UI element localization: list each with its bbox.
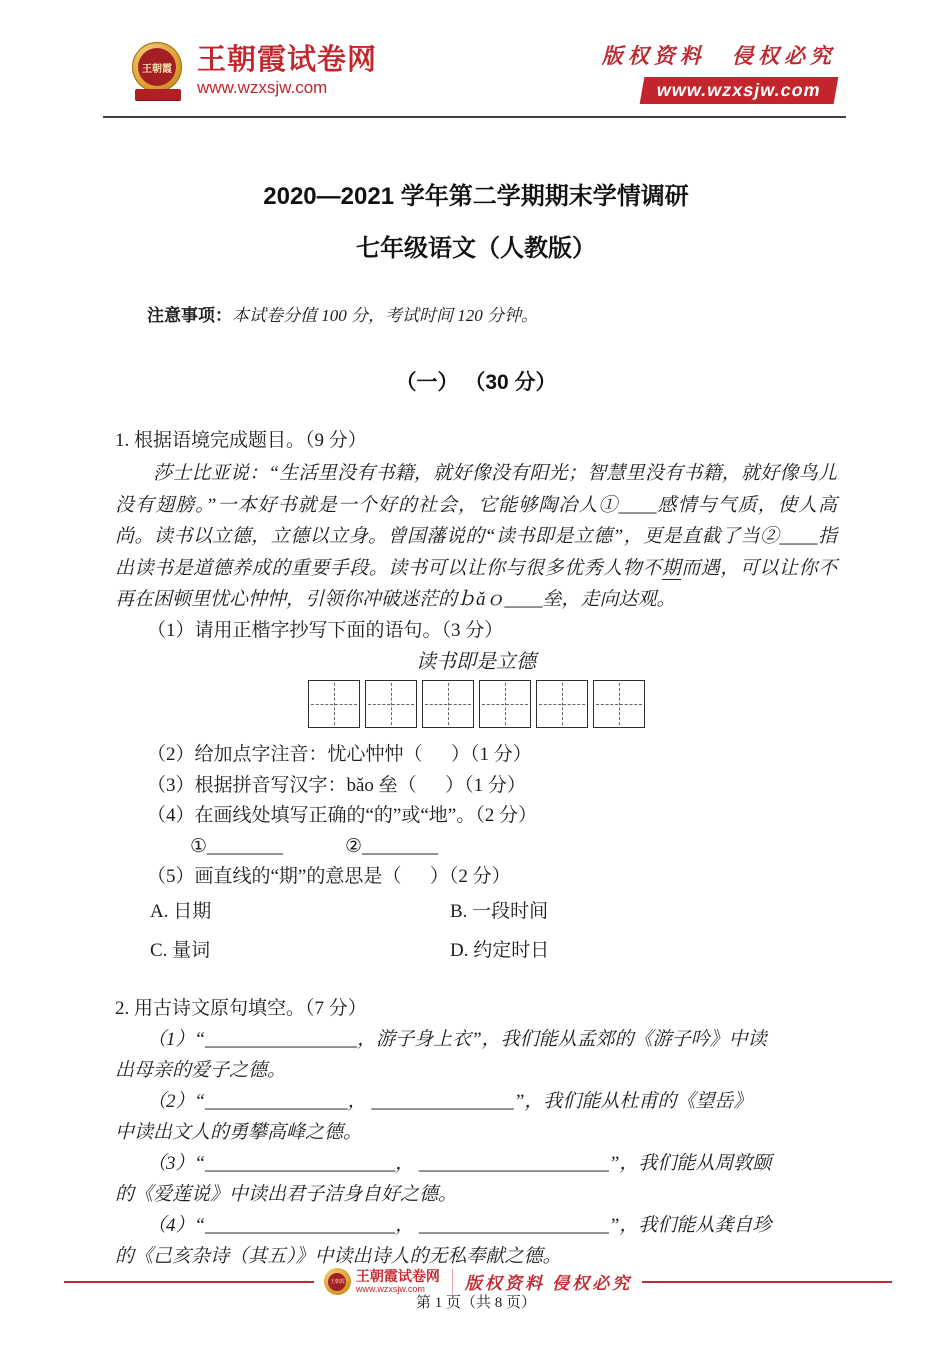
q2-item-4-line-2: 的《己亥杂诗（其五）》中读出诗人的无私奉献之德。: [115, 1245, 562, 1267]
footer-badge-text: 王朝霞: [329, 1279, 345, 1285]
passage-blank-1: ____: [618, 494, 657, 516]
q2-item-3-line-2: 的《爱莲说》中读出君子洁身自好之德。: [115, 1183, 458, 1205]
footer-brand: [356, 1269, 440, 1294]
brand-url: www.wzxsjw.com: [197, 77, 328, 97]
footer-rule-left: [64, 1281, 314, 1283]
badge-ribbon: [135, 89, 181, 100]
q1-sub5-options: [150, 897, 837, 966]
option-a: A. 日期: [150, 900, 212, 922]
option-b: B. 一段时间: [450, 900, 549, 922]
brand-text: [197, 45, 377, 96]
footer-badge-icon: [324, 1268, 351, 1295]
writing-grid: [115, 680, 837, 728]
exam-content: [115, 180, 837, 1314]
passage-part-1: 莎士比亚说：“生活里没有书籍，就好像没有阳光；智慧里没有书籍，就好像鸟儿没有翅膀。”一本好书就是一个好的社会，它能够陶冶人①: [115, 463, 837, 516]
page-footer: [64, 1268, 892, 1295]
q2-item-1-line-2: 出母亲的爱子之德。: [115, 1059, 287, 1081]
exam-notice: [115, 304, 837, 328]
footer-brand-name: 王朝霞试卷网: [355, 1268, 440, 1284]
exam-title: 2020—2021 学年第二学期期末学情调研: [263, 183, 689, 210]
writing-grid-cell: [536, 680, 588, 728]
writing-grid-cell: [365, 680, 417, 728]
passage-blank-3: ____: [504, 589, 543, 610]
badge-text: 王朝霞: [142, 63, 172, 75]
q2-item-3-line-1: （3）“____________________， ____________________”，我们能从周敦颐: [147, 1152, 772, 1174]
q1-sub4-answer-line: [115, 832, 837, 863]
passage-part-4: 而遇，可以让你不再在困顿里忧心忡忡，引领你冲破迷茫的ｂǎｏ: [115, 557, 837, 610]
url-banner: [640, 77, 838, 104]
footer-rule-right: [642, 1281, 892, 1283]
brand-badge-icon: [129, 42, 187, 100]
q2-item-1-line-1: （1）“________________，游子身上衣”，我们能从孟郊的《游子吟》中读: [147, 1028, 767, 1050]
q1-sub4-label: （4）在画线处填写正确的“的”或“地”。（2 分）: [147, 805, 537, 826]
q2-item-2-line-2: 中读出文人的勇攀高峰之德。: [115, 1121, 363, 1143]
page-header: [103, 0, 846, 118]
q1-sub4-blank-1: ①________: [190, 835, 284, 857]
writing-grid-cell: [308, 680, 360, 728]
footer-center: [324, 1268, 632, 1295]
footer-brand-url: www.wzxsjw.com: [355, 1284, 425, 1294]
question-1-passage: [115, 458, 837, 616]
q1-sub3-label: （3）根据拼音写汉字：bǎo 垒（ ）（1 分）: [147, 774, 526, 796]
copyright-block: [602, 40, 836, 104]
notice-label: 注意事项：: [147, 306, 232, 325]
underlined-word: 期: [661, 557, 682, 579]
q2-item-4-line-1: （4）“____________________， ____________________”，我们能从龚自珍: [147, 1214, 772, 1236]
q2-item-2-line-1: （2）“_______________， _______________”，我们能从杜甫的《望岳》: [147, 1090, 753, 1112]
option-c: C. 量词: [150, 939, 211, 961]
section-heading: （一） （30 分）: [395, 371, 557, 394]
q1-sub5-label: （5）画直线的“期”的意思是（ ）（2 分）: [147, 866, 511, 887]
q1-sub4-blank-2: ②________: [345, 835, 439, 857]
notice-text: 本试卷分值 100 分，考试时间 120 分钟。: [232, 306, 538, 325]
brand-logo: [129, 42, 377, 100]
copy-phrase: 读书即是立德: [416, 651, 536, 673]
question-2-stem: 2. 用古诗文原句填空。（7 分）: [115, 997, 367, 1019]
question-1-stem: 1. 根据语境完成题目。（9 分）: [115, 430, 367, 451]
writing-grid-cell: [422, 680, 474, 728]
footer-divider: [452, 1269, 453, 1295]
brand-name: 王朝霞试卷网: [197, 44, 378, 77]
passage-part-5: 垒，走向达观。: [542, 589, 676, 610]
passage-blank-2: ____: [779, 526, 818, 547]
q1-sub2-label: （2）给加点字注音：忧心忡忡（ ）（1 分）: [147, 744, 532, 765]
footer-slogan: 版权资料 侵权必究: [464, 1274, 633, 1293]
badge-core: [138, 48, 176, 86]
url-banner-text: www.wzxsjw.com: [655, 80, 823, 100]
page-number: 第 1 页（共 8 页）: [415, 1294, 536, 1311]
exam-subtitle: 七年级语文（人教版）: [356, 235, 596, 262]
passage-part-3: 指出读书是道德养成的重要手段。读书可以让你与很多优秀人物不: [115, 526, 837, 579]
option-d: D. 约定时日: [450, 939, 550, 961]
copyright-slogan: 版权资料 侵权必究: [601, 44, 836, 68]
writing-grid-cell: [479, 680, 531, 728]
writing-grid-cell: [593, 680, 645, 728]
q1-sub1-label: （1）请用正楷字抄写下面的语句。（3 分）: [147, 619, 504, 641]
passage-part-2: 感情与气质，使人高尚。读书以立德，立德以立身。曾国藩说的“读书即是立德”，更是直截了当②: [115, 494, 837, 547]
